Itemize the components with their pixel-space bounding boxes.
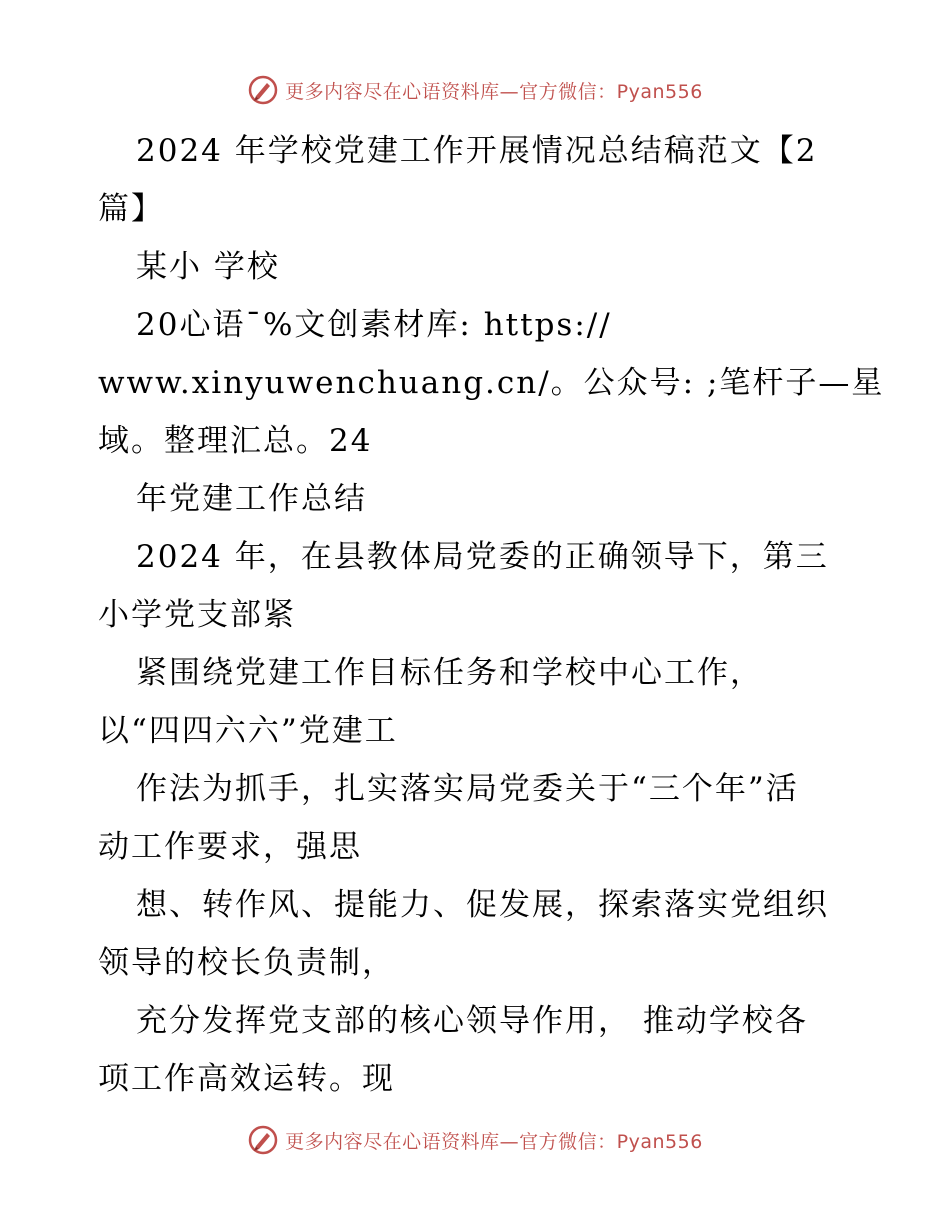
footer-watermark-banner (0, 1120, 950, 1160)
text-line: 项工作高效运转。现 (98, 1061, 395, 1097)
text-line: 紧围绕党建工作目标任务和学校中心工作， (136, 655, 763, 691)
document-body (98, 122, 885, 1108)
text-line: 动工作要求，强思 (98, 829, 362, 865)
text-line: 20心语¯%文创素材库: https:// (136, 307, 612, 343)
banner-text: 更多内容尽在心语资料库—官方微信：Pyan556 (285, 1130, 703, 1153)
text-line: 充分发挥党支部的核心领导作用， 推动学校各 (136, 1003, 808, 1039)
pen-logo-icon (247, 1124, 279, 1156)
text-line: 某小 学校 (136, 249, 280, 285)
text-line: 领导的校长负责制， (98, 945, 395, 981)
text-line: 想、转作风、提能力、促发展，探索落实党组织 (136, 887, 829, 923)
text-line: 篇】 (98, 191, 164, 227)
text-line: 以“四四六六”党建工 (98, 713, 398, 749)
text-line: 作法为抓手，扎实落实局党委关于“三个年”活 (136, 771, 799, 807)
pen-logo-icon (247, 74, 279, 106)
text-line: 2024 年，在县教体局党委的正确领导下，第三 (136, 539, 829, 575)
text-line: 小学党支部紧 (98, 597, 296, 633)
text-line: 域。整理汇总。24 (98, 423, 373, 459)
text-line: 2024 年学校党建工作开展情况总结稿范文【2 (136, 133, 818, 169)
text-line: www.xinyuwenchuang.cn/。公众号: ;笔杆子—星 (98, 365, 885, 401)
banner-text: 更多内容尽在心语资料库—官方微信：Pyan556 (285, 80, 703, 103)
header-watermark-banner (0, 70, 950, 110)
text-line: 年党建工作总结 (136, 481, 367, 517)
